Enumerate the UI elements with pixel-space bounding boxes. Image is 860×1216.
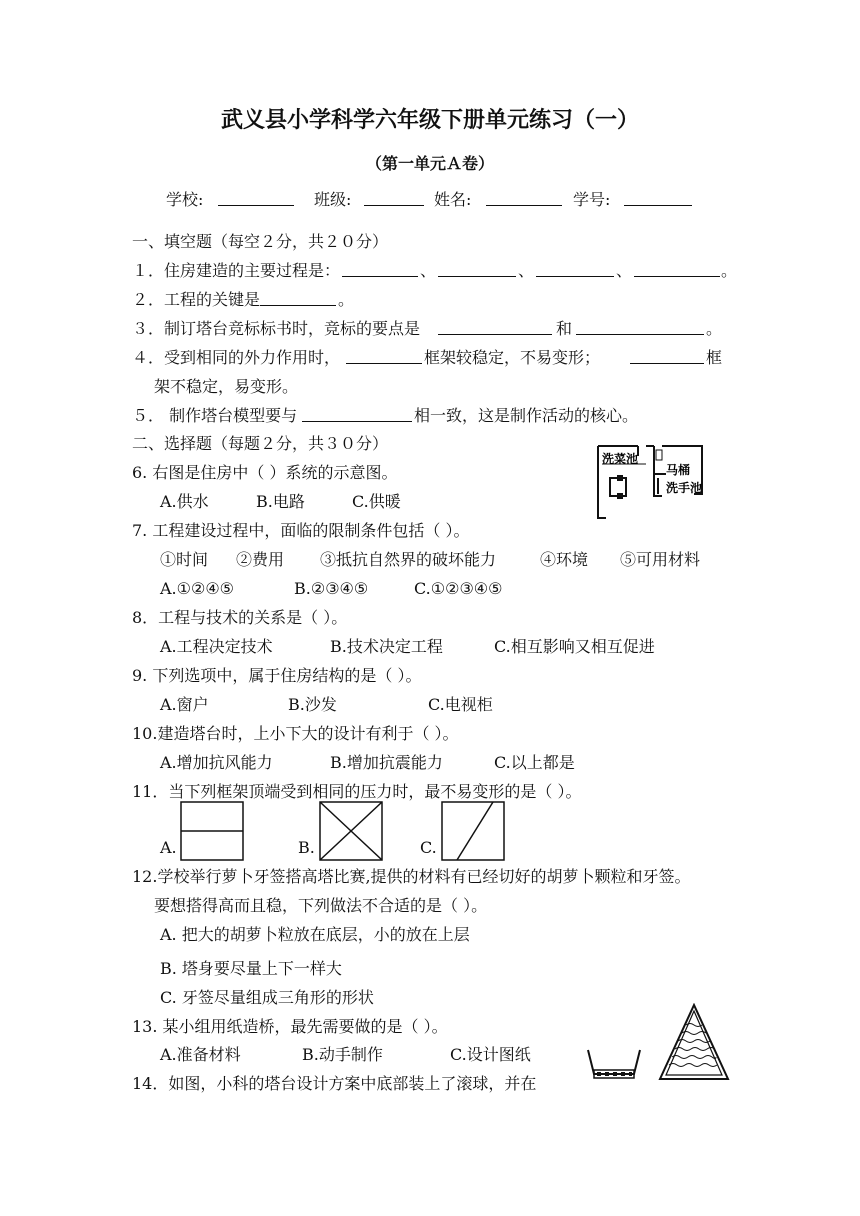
q13-option-b[interactable]: B.动手制作	[302, 1045, 383, 1064]
q13-option-a[interactable]: A.准备材料	[160, 1045, 241, 1064]
figure-label-sink: 洗菜池	[602, 452, 639, 466]
number-label: 学号:	[573, 190, 611, 209]
q6-text: 6. 右图是住房中（ ）系统的示意图。	[132, 463, 398, 482]
q1-blank-3[interactable]	[536, 261, 614, 277]
class-blank[interactable]	[364, 190, 424, 206]
class-label: 班级:	[314, 190, 352, 209]
name-blank[interactable]	[486, 190, 562, 206]
q1-blank-2[interactable]	[438, 261, 516, 277]
q2-end: 。	[338, 290, 355, 309]
figure-label-toilet: 马桶	[666, 463, 691, 477]
q12-option-b[interactable]: B. 塔身要尽量上下一样大	[160, 959, 342, 978]
school-label: 学校:	[166, 190, 204, 209]
q2-blank[interactable]	[260, 290, 336, 306]
q11-option-c[interactable]: C.	[420, 838, 437, 857]
q2-text: ２．工程的关键是	[132, 290, 261, 309]
q10-text: 10.建造塔台时，上小下大的设计有利于（ ）。	[132, 724, 459, 743]
frame-a-icon	[180, 801, 244, 861]
q10-option-c[interactable]: C.以上都是	[494, 753, 575, 772]
q7-option-c[interactable]: C.①②③④⑤	[414, 579, 503, 598]
q4-blank-2[interactable]	[630, 348, 704, 364]
q4-line2: 架不稳定，易变形。	[154, 377, 299, 396]
q3-mid: 和	[556, 319, 573, 338]
q1-end: 。	[721, 261, 738, 280]
q13-option-c[interactable]: C.设计图纸	[450, 1045, 531, 1064]
frame-b-figure	[319, 801, 383, 865]
q8-option-c[interactable]: C.相互影响又相互促进	[494, 637, 655, 656]
section1-heading: 一、填空题（每空２分，共２０分）	[132, 232, 389, 251]
figure-label-washbasin: 洗手池	[666, 481, 703, 495]
q7-condition-1: ①时间	[160, 550, 209, 569]
q4-mid: 框架较稳定，不易变形；	[424, 348, 601, 367]
q7-condition-3: ③抵抗自然界的破坏能力	[320, 550, 497, 569]
q12-option-c[interactable]: C. 牙签尽量组成三角形的形状	[160, 988, 374, 1007]
q5-end: 相一致，这是制作活动的核心。	[414, 406, 639, 425]
q8-option-b[interactable]: B.技术决定工程	[330, 637, 443, 656]
q7-condition-2: ②费用	[236, 550, 285, 569]
school-blank[interactable]	[218, 190, 294, 206]
q3-end: 。	[706, 319, 723, 338]
q7-condition-5: ⑤可用材料	[620, 550, 701, 569]
q9-option-a[interactable]: A.窗户	[160, 695, 209, 714]
q12-option-a[interactable]: A. 把大的胡萝卜粒放在底层，小的放在上层	[160, 925, 470, 944]
q9-option-c[interactable]: C.电视柜	[428, 695, 493, 714]
q7-text: 7. 工程建设过程中，面临的限制条件包括（ ）。	[132, 521, 470, 540]
q13-text: 13. 某小组用纸造桥，最先需要做的是（ ）。	[132, 1017, 448, 1036]
q7-option-b[interactable]: B.②③④⑤	[294, 579, 369, 598]
q4-text: ４．受到相同的外力作用时，	[132, 348, 341, 367]
roller-base-icon	[584, 1044, 644, 1086]
number-blank[interactable]	[624, 190, 692, 206]
plumbing-figure	[594, 444, 714, 524]
q10-option-b[interactable]: B.增加抗震能力	[330, 753, 443, 772]
q4-end: 框	[706, 348, 723, 367]
page-subtitle: （第一单元Ａ卷）	[365, 154, 494, 173]
name-label: 姓名:	[434, 190, 472, 209]
q6-option-b[interactable]: B.电路	[256, 492, 305, 511]
q3-blank-1[interactable]	[438, 319, 552, 335]
q8-text: 8．工程与技术的关系是（ ）。	[132, 608, 348, 627]
q12-line2: 要想搭得高而且稳，下列做法不合适的是（ ）。	[154, 896, 488, 915]
q1-text: １．住房建造的主要过程是：	[132, 261, 341, 280]
q11-option-a[interactable]: A.	[160, 838, 177, 857]
q6-option-c[interactable]: C.供暖	[352, 492, 401, 511]
q4-blank-1[interactable]	[346, 348, 422, 364]
q7-condition-4: ④环境	[540, 550, 589, 569]
q1-sep-2: 、	[518, 261, 535, 280]
q9-text: 9. 下列选项中，属于住房结构的是（ ）。	[132, 666, 422, 685]
q1-sep-3: 、	[616, 261, 633, 280]
q9-option-b[interactable]: B.沙发	[288, 695, 337, 714]
q1-blank-1[interactable]	[342, 261, 418, 277]
q12-text: 12.学校举行萝卜牙签搭高塔比赛,提供的材料有已经切好的胡萝卜颗粒和牙签。	[132, 867, 691, 886]
triangle-tower-icon	[658, 1003, 730, 1083]
q5-blank[interactable]	[302, 406, 412, 422]
plumbing-diagram	[594, 444, 714, 524]
q14-text: 14．如图，小科的塔台设计方案中底部装上了滚球，并在	[132, 1074, 537, 1093]
frame-a-figure	[180, 801, 244, 865]
q7-option-a[interactable]: A.①②④⑤	[160, 579, 235, 598]
page-title: 武义县小学科学六年级下册单元练习（一）	[220, 107, 639, 133]
frame-c-figure	[441, 801, 505, 865]
section2-heading: 二、选择题（每题２分，共３０分）	[132, 434, 389, 453]
tower-base-figure	[584, 1044, 644, 1090]
q1-sep-1: 、	[420, 261, 437, 280]
frame-b-icon	[319, 801, 383, 861]
q5-text: ５． 制作塔台模型要与	[132, 406, 298, 425]
frame-c-icon	[441, 801, 505, 861]
q6-option-a[interactable]: A.供水	[160, 492, 209, 511]
q11-option-b[interactable]: B.	[298, 838, 315, 857]
q3-text: ３．制订塔台竞标标书时，竞标的要点是	[132, 319, 421, 338]
q3-blank-2[interactable]	[576, 319, 704, 335]
q10-option-a[interactable]: A.增加抗风能力	[160, 753, 273, 772]
triangle-tower-figure	[658, 1003, 730, 1087]
q11-text: 11．当下列框架顶端受到相同的压力时，最不易变形的是（ ）。	[132, 782, 582, 801]
q1-blank-4[interactable]	[634, 261, 720, 277]
q8-option-a[interactable]: A.工程决定技术	[160, 637, 273, 656]
